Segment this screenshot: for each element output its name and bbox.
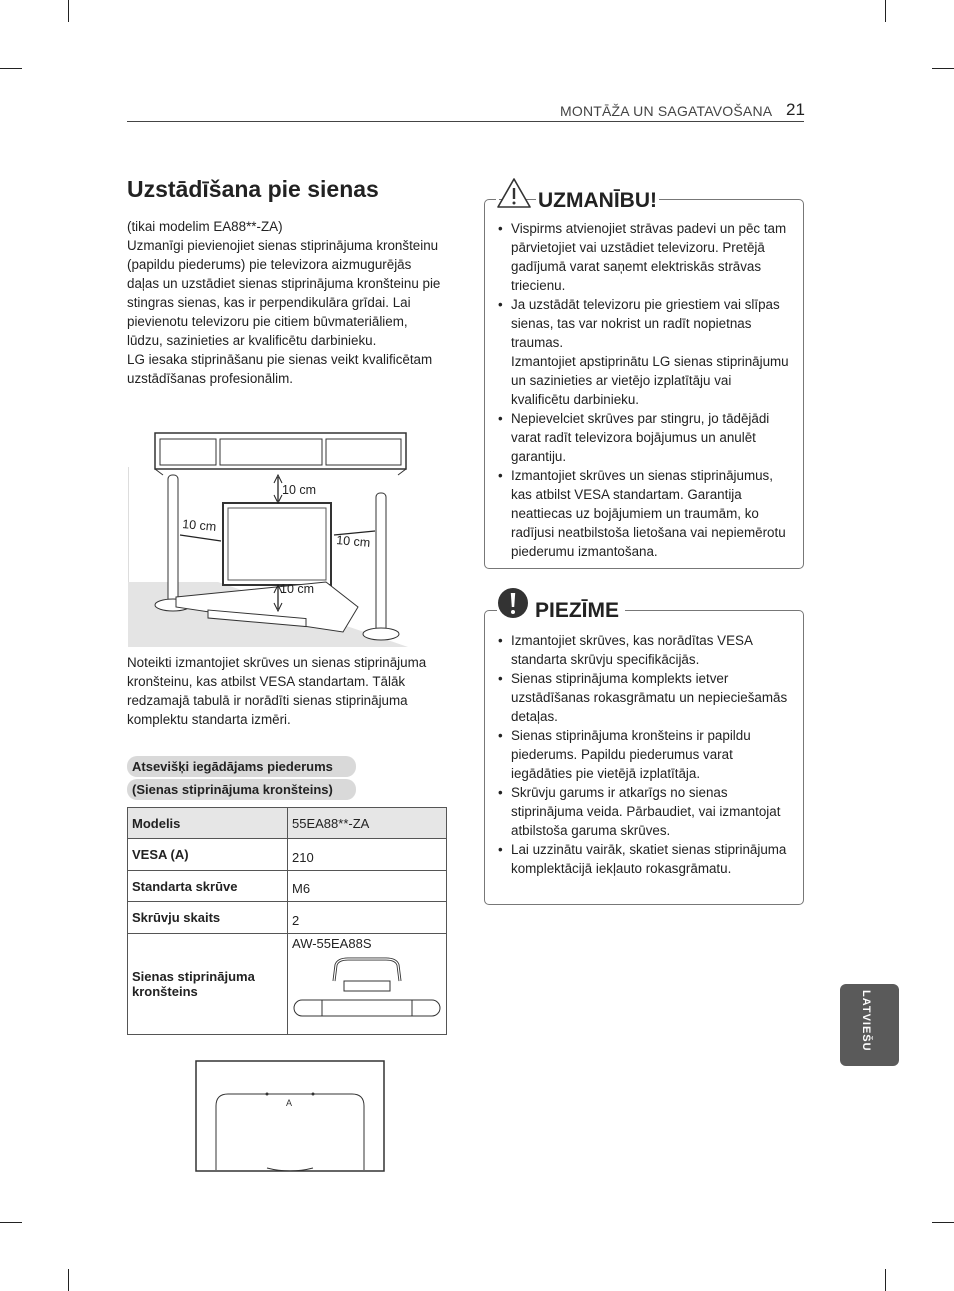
language-tab-label: LATVIEŠU [860,990,872,1052]
caution-item-2-text: • Ja uzstādāt televizoru pie griestiem vai slīpas sienas, tas var nokrist un radīt nopietnas traumas. [511,297,780,350]
clearance-left-label: 10 cm [181,517,217,534]
table-cell-value: M6 [288,871,447,902]
clearance-bottom-label: 10 cm [280,582,315,596]
page-title: Uzstādīšana pie sienas [127,176,379,202]
table-cell-key: Modelis [128,808,288,839]
vesa-paragraph: Noteikti izmantojiet skrūves un sienas stiprinājuma kronšteinu, kas atbilst VESA standartam. Tālāk redzamajā tabulā ir norādīti sienas stiprinājuma komplektu standarta izmēri. [127,655,427,727]
section-title: MONTĀŽA UN SAGATAVOŠANA [560,103,773,119]
list-item [511,295,791,409]
list-item: • Izmantojiet skrūves un sienas stiprinājumus, kas atbilst VESA standartam. Garantija neattiecas uz bojājumiem un traumām, ko radījusi neatbilstoša lietošana vai nepiemērotu piederumu izmantošana. [511,466,791,561]
warning-triangle-icon [496,177,532,209]
note-header [497,587,625,621]
crop-mark [0,68,22,69]
table-row [128,871,447,902]
list-item: • Sienas stiprinājuma kronšteins ir papildu piederums. Papildu piederumus varat iegādāties pie vietējā izplatītāja. [511,726,791,783]
table-cell-value-bracket [288,934,447,1035]
caution-header [496,177,657,212]
list-item: • Nepievelciet skrūves par stingru, jo tādējādi varat radīt televizora bojājumus un anulēt garantiju. [511,409,791,466]
list-item: • Vispirms atvienojiet strāvas padevi un pēc tam pārvietojiet vai uzstādiet televizoru. Pretējā gadījumā varat saņemt elektriskās strāvas triecienu. [511,219,791,295]
table-cell-key: VESA (A) [128,839,288,871]
note-box [484,610,804,905]
intro-text [127,217,447,388]
table-row [128,934,447,1035]
caution-item-2-extra: Izmantojiet apstiprinātu LG sienas stiprinājumu un sazinieties ar vietējo izplatītāju vai kvalificētu darbinieku. [511,354,789,407]
table-cell-key: Standarta skrūve [128,871,288,902]
page-number: 21 [786,100,805,119]
table-row [128,808,447,839]
note-list [485,611,803,878]
clearance-top-label: 10 cm [282,483,317,497]
clearance-right-label: 10 cm [335,533,371,550]
wall-mount-clearance-illustration [128,427,408,649]
crop-mark [932,1222,954,1223]
note-title: PIEZĪME [535,599,620,622]
crop-mark [932,68,954,69]
caution-title: UZMANĪBU! [538,189,657,212]
list-item: • Izmantojiet skrūves, kas norādītas VESA standarta skrūvju specifikācijās. [511,631,791,669]
language-tab [840,984,899,1066]
table-cell-key: Sienas stiprinājuma kronšteins [128,934,288,1035]
intro-lg: LG iesaka stiprināšanu pie sienas veikt kvalificētam uzstādīšanas profesionālim. [127,352,433,386]
intro-body: Uzmanīgi pievienojiet sienas stiprinājuma kronšteinu (papildu piederums) pie televizora aizmugurējās daļas un uzstādiet sienas stiprinājuma kronšteinu pie stingras sienas, kas ir perpendikulāra grīdai. Lai pievienotu televizoru pie citiem būvmateriāliem, lūdzu, sazinieties ar kvalificētu darbinieku. [127,238,441,348]
crop-mark [68,1269,69,1291]
table-row [128,839,447,871]
crop-mark [885,0,886,22]
table-cell-value: 2 [288,902,447,934]
crop-mark [0,1222,22,1223]
list-item: • Sienas stiprinājuma komplekts ietver uzstādīšanas rokasgrāmatu un nepieciešamās detaļas. [511,669,791,726]
crop-mark [885,1269,886,1291]
table-cell-value: 55EA88**-ZA [288,808,447,839]
vesa-a-label: A [286,1098,293,1108]
crop-mark [68,0,69,22]
bracket-model: AW-55EA88S [292,936,372,951]
accessory-spec-table [127,807,447,1035]
list-item: • Skrūvju garums ir atkarīgs no sienas stiprinājuma veida. Pārbaudiet, vai izmantojat atbilstoša garuma skrūves. [511,783,791,840]
caution-list [485,200,803,561]
header-divider [127,121,804,122]
table-row [128,902,447,934]
list-item: • Lai uzzinātu vairāk, skatiet sienas stiprinājuma komplektācijā iekļauto rokasgrāmatu. [511,840,791,878]
accessory-label-line2: (Sienas stiprinājuma kronšteins) [127,779,356,800]
accessory-label-line1: Atsevišķi iegādājams piederums [127,756,356,777]
vesa-dimension-diagram [195,1060,385,1172]
table-cell-key: Skrūvju skaits [128,902,288,934]
table-cell-value: 210 [288,839,447,871]
wall-bracket-illustration [292,951,442,1023]
caution-box [484,199,804,569]
intro-model: (tikai modelim EA88**-ZA) [127,219,283,234]
exclamation-icon [497,587,529,619]
